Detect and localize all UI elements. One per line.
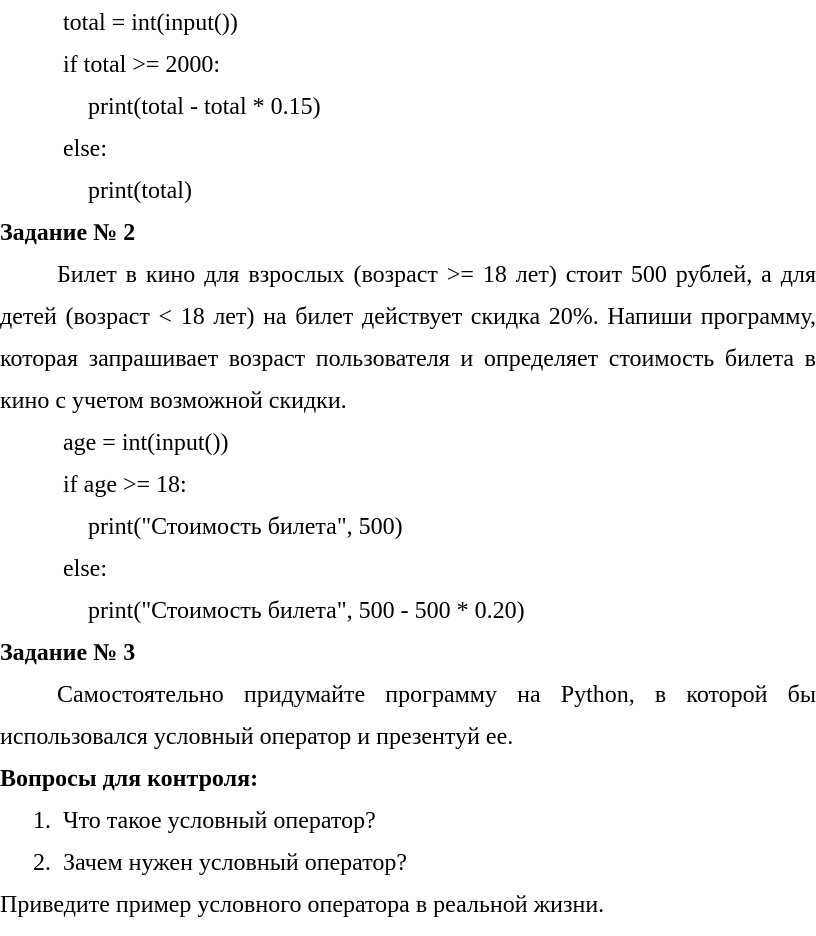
code-line: if total >= 2000: [63,52,221,78]
list-item-number: 2. [33,850,51,876]
list-item-text: Что такое условный оператор? [63,808,376,834]
code-line: print("Стоимость билета", 500 - 500 * 0.20) [88,598,525,624]
code-line: if age >= 18: [63,472,187,498]
task-3-heading: Задание № 3 [0,640,136,666]
control-questions-heading: Вопросы для контроля: [0,766,259,792]
paragraph-line: использовался условный оператор и презентуй ее. [0,724,514,750]
list-item [0,842,816,884]
paragraph-line: которая запрашивает возраст пользователя и определяет стоимость билета в [0,346,816,372]
code-line: print("Стоимость билета", 500) [88,514,403,540]
paragraph-line: Самостоятельно придумайте программу на Python, в которой бы [57,682,816,708]
paragraph-line: детей (возраст < 18 лет) на билет действует скидка 20%. Напиши программу, [0,304,816,330]
paragraph-line: Приведите пример условного оператора в реальной жизни. [0,892,605,918]
code-line: print(total - total * 0.15) [88,94,321,120]
code-line: else: [63,136,107,162]
code-line: else: [63,556,107,582]
code-line: print(total) [88,178,192,204]
code-line: total = int(input()) [63,10,238,36]
paragraph-line: Билет в кино для взрослых (возраст >= 18 лет) стоит 500 рублей, а для [57,262,816,288]
task-2-heading: Задание № 2 [0,220,136,246]
paragraph-line: кино с учетом возможной скидки. [0,388,347,414]
code-line: age = int(input()) [63,430,229,456]
list-item [0,800,816,842]
list-item-text: Зачем нужен условный оператор? [63,850,408,876]
list-item-number: 1. [33,808,51,834]
document-page [0,2,816,926]
